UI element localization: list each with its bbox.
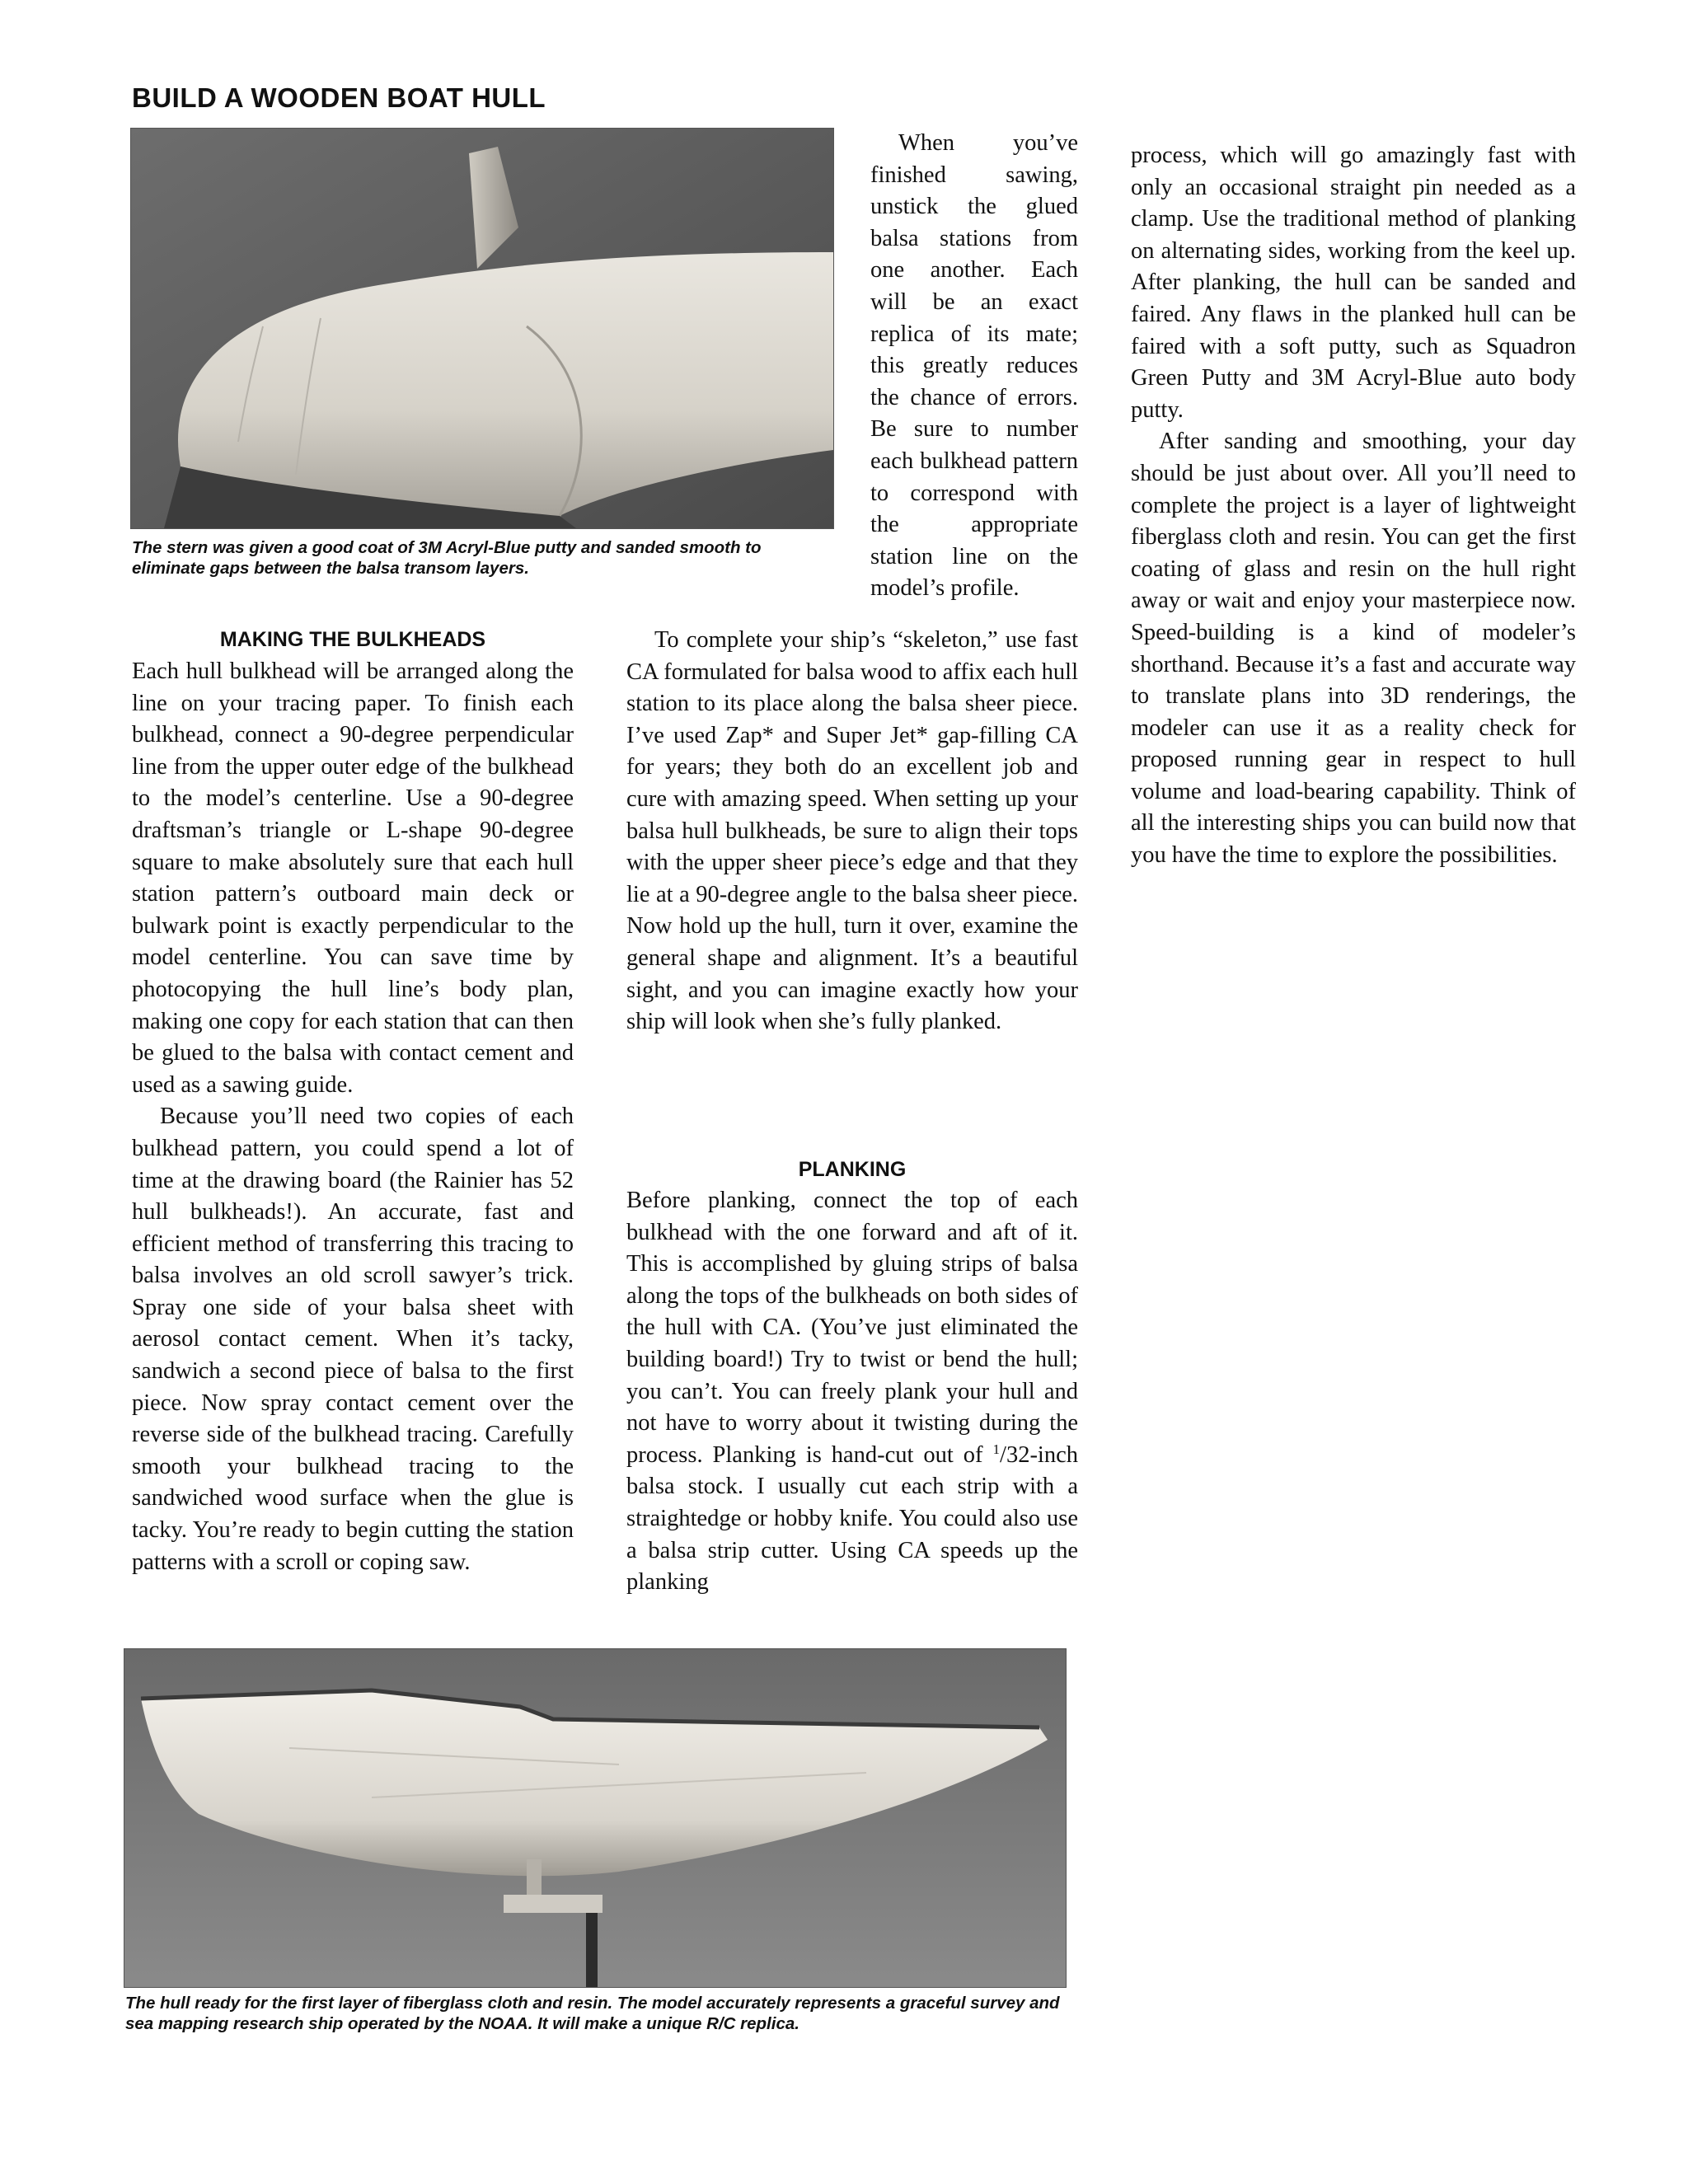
paragraph: When you’ve finished sawing, unstick the glued balsa stations from one another. Each will be an exact replica of its mate; this greatly reduces the chance of errors. Be sure to number each bulkhead pattern to correspond with the appropriate station line on the model’s profile. (870, 130, 1078, 602)
stern-hull-photo-icon (131, 129, 833, 528)
planking-heading: PLANKING (798, 1158, 907, 1181)
stern-photo-caption: The stern was given a good coat of 3M Acryl-Blue putty and sanded smooth to eliminate gaps between the balsa transom layers. (132, 538, 762, 578)
fraction-denominator: 32 (1006, 1441, 1030, 1468)
paragraph: To complete your ship’s “skeleton,” use fast CA formulated for balsa wood to affix each hull station to its place along the balsa sheer piece. I’ve used Zap* and Super Jet* gap-filling CA for years; they both do an excellent job and cure with amazing speed. When setting up your balsa hull bulkheads, be sure to align their tops with the upper sheer piece’s edge and that they lie at a 90-degree angle to the balsa sheer piece. Now hold up the hull, turn it over, examine the general shape and alignment. It’s a beautiful sight, and you can imagine exactly how your ship will look when she’s fully planked. (626, 627, 1078, 1035)
fraction-numerator: 1 (992, 1441, 1001, 1457)
paragraph: After sanding and smoothing, your day should be just about over. All you’ll need to complete the project is a layer of lightweight fiberglass cloth and resin. You can get the first coating of glass and resin on the hull right away or wait and enjoy your masterpiece now. Speed-building is a kind of modeler’s shorthand. Because it’s a fast and accurate way to translate plans into 3D renderings, the modeler can use it as a reality check for proposed running gear in respect to hull volume and load-bearing capability. Think of all the interesting ships you can build now that you have the time to explore the possibilities. (1131, 429, 1576, 869)
column-2-top (870, 128, 1078, 605)
article-title: BUILD A WOODEN BOAT HULL (132, 82, 546, 113)
stern-photo (130, 128, 834, 529)
paragraph: Each hull bulkhead will be arranged along the line on your tracing paper. To finish each bulkhead, connect a 90-degree perpendicular line from the upper outer edge of the bulkhead to the model’s centerline. Use a 90-degree draftsman’s triangle or L-shape 90-degree square to make absolutely sure that each hull station pattern’s outboard main deck or bulwark point is exactly perpendicular to the model centerline. You can save time by photocopying the hull line’s body plan, making one copy for each station that can then be glued to the balsa with contact cement and used as a sawing guide. (132, 658, 574, 1098)
paragraph: process, which will go amazingly fast with only an occasional straight pin needed as a clamp. Use the traditional method of planking on alternating sides, working from the keel up. After planking, the hull can be sanded and faired. Any flaws in the planked hull can be faired with a soft putty, such as Squadron Green Putty and 3M Acryl-Blue auto body putty. (1131, 143, 1576, 423)
hull-photo (124, 1648, 1067, 1988)
hull-photo-caption: The hull ready for the first layer of fiberglass cloth and resin. The model accurately represents a graceful survey and sea mapping research ship operated by the NOAA. It will make a unique R/C replica. (125, 1994, 1060, 2033)
column-3 (1131, 140, 1576, 872)
planked-hull-photo-icon (124, 1649, 1066, 1987)
column-2 (626, 625, 1078, 1038)
paragraph: Because you’ll need two copies of each bulkhead pattern, you could spend a lot of time at the drawing board (the Rainier has 52 hull bulkheads!). An accurate, fast and efficient method of transferring this tracing to balsa involves an old scroll sawyer’s trick. Spray one side of your balsa sheet with aerosol contact cement. When it’s tacky, sandwich a second piece of balsa to the first piece. Now spray contact cement over the reverse side of the bulkhead tracing. Carefully smooth your bulkhead tracing to the sandwiched wood surface when the glue is tacky. You’re ready to begin cutting the station patterns with a scroll or coping saw. (132, 1104, 574, 1575)
bulkheads-heading: MAKING THE BULKHEADS (219, 628, 486, 651)
column-2-planking (626, 1185, 1078, 1599)
column-1 (132, 656, 574, 1578)
paragraph: Before planking, connect the top of each bulkhead with the one forward and aft of it. This is accomplished by gluing strips of balsa along the tops of the bulkheads on both sides of the hull with CA. (You’ve just eliminated the building board!) Try to twist or bend the hull; you can’t. You can freely plank your hull and not have to worry about it twisting during the process. Planking is hand-cut out of $^1$/32-inch balsa stock. I usually cut each strip with a straightedge or hobby knife. You could also use a balsa strip cutter. Using CA speeds up the planking (626, 1188, 1078, 1596)
